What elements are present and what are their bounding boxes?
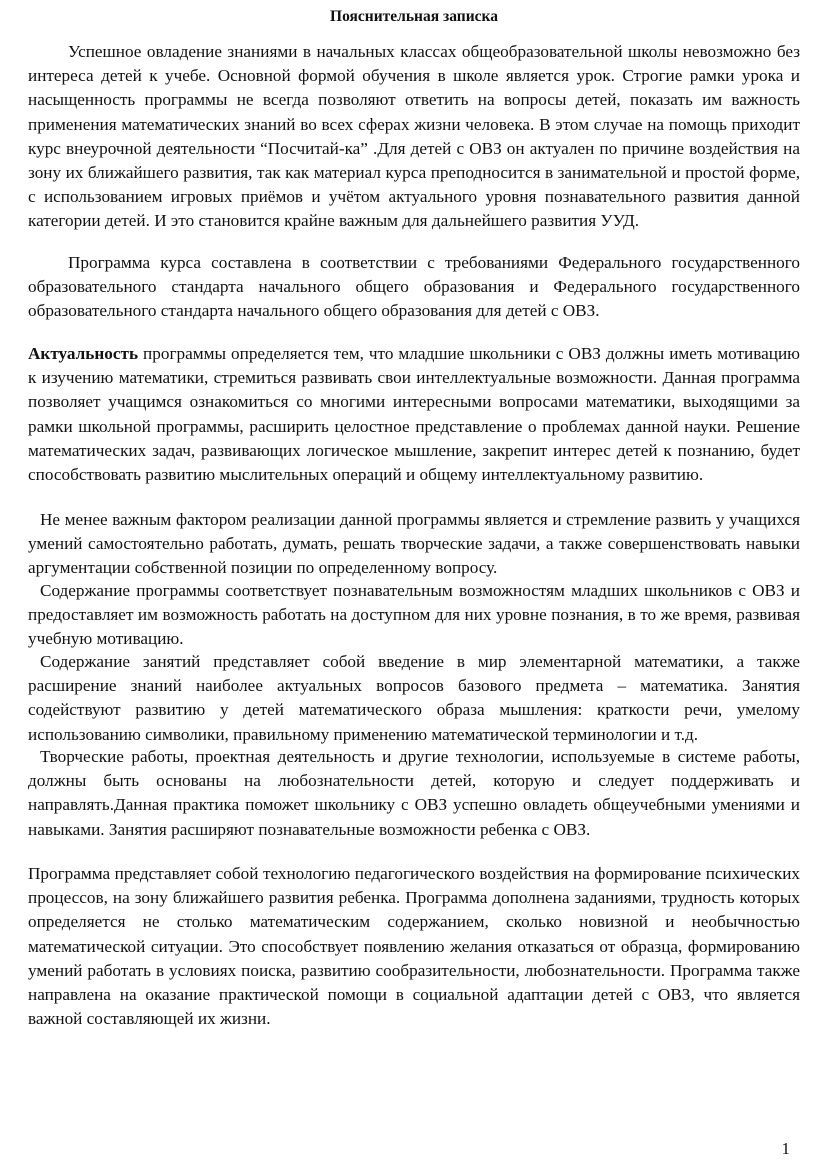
paragraph-lessons: Содержание занятий представляет собой введение в мир элементарной математики, а также расширение знаний наиболее актуальных вопросов базового предмета – математика. Занятия содействуют развитию у детей математического образа мышления: краткости речи, умелому использованию символики, правильному применению математической терминологии и т.д.	[28, 652, 800, 744]
relevance-text: программы определяется тем, что младшие школьники с ОВЗ должны иметь мотивацию к изучению математики, стремиться развивать свои интеллектуальные возможности. Данная программа позволяет учащимся ознакомиться со многими интересными вопросами математики, выходящими за рамки школьной программы, расширить целостное представление о проблемах данной науки. Решение математических задач, развивающих логическое мышление, закрепит интерес детей к познанию, будет способствовать развитию мыслительных операций и общему интеллектуальному развитию.	[28, 344, 800, 485]
relevance-heading: Актуальность	[28, 344, 139, 363]
document-title: Пояснительная записка	[330, 8, 498, 25]
paragraph-intro: Успешное овладение знаниями в начальных классах общеобразовательной школы невозможно без интереса детей к учебе. Основной формой обучения в школе является урок. Строгие рамки урока и насыщенность программы не всегда позволяют ответить на вопросы детей, показать им важность применения математических знаний во всех сферах жизни человека. В этом случае на помощь приходит курс внеурочной деятельности “Посчитай-ка” .Для детей с ОВЗ он актуален по причине воздействия на зону их ближайшего развития, так как материал курса преподносится в занимательной и простой форме, с использованием игровых приёмов и учётом актуального уровня познавательного развития данной категории детей. И это становится крайне важным для дальнейшего развития УУД.	[28, 42, 800, 231]
paragraph-technology: Программа представляет собой технологию педагогического воздействия на формирование психических процессов, на зону ближайшего развития ребенка. Программа дополнена заданиями, трудность которых определяется не столько математическим содержанием, сколько новизной и необычностью математической ситуации. Это способствует появлению желания отказаться от образца, формированию умений работать в условиях поиска, развитию сообразительности, любознательности. Программа также направлена на оказание практической помощи в социальной адаптации детей с ОВЗ, что является важной составляющей их жизни.	[28, 864, 800, 1029]
paragraph-skills: Не менее важным фактором реализации данной программы является и стремление развить у учащихся умений самостоятельно работать, думать, решать творческие задачи, а также совершенствовать навыки аргументации собственной позиции по определенному вопросу.	[28, 510, 800, 578]
paragraph-relevance	[28, 342, 800, 487]
paragraph-content-match: Содержание программы соответствует познавательным возможностям младших школьников с ОВЗ и предоставляет им возможность работать на доступном для них уровне познания, в то же время, развивая учебную мотивацию.	[28, 581, 800, 649]
paragraph-program-basis: Программа курса составлена в соответствии с требованиями Федерального государственного образовательного стандарта начального общего образования и Федерального государственного образовательного стандарта начального общего образования для детей с ОВЗ.	[28, 253, 800, 321]
paragraph-creative-work: Творческие работы, проектная деятельность и другие технологии, используемые в системе работы, должны быть основаны на любознательности детей, которую и следует поддерживать и направлять.Данная практика поможет школьнику с ОВЗ успешно овладеть общеучебными умениями и навыками. Занятия расширяют познавательные возможности ребенка с ОВЗ.	[28, 747, 800, 839]
document-page	[28, 0, 800, 1165]
page-number: 1	[781, 1139, 790, 1158]
